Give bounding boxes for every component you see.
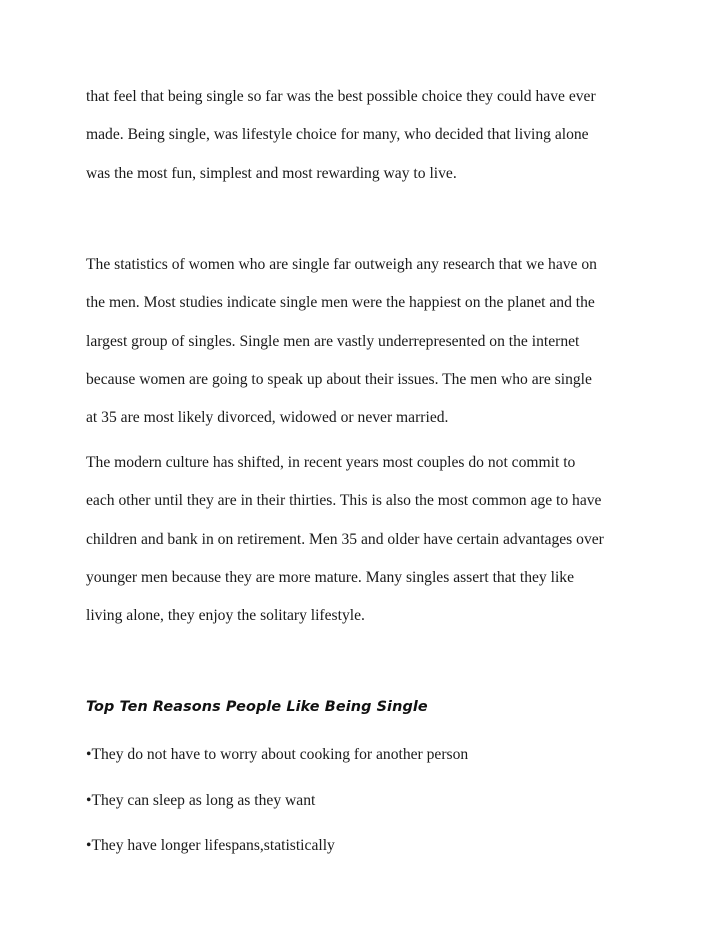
- paragraph-2-line-2: the men. Most studies indicate single men were the happiest on the planet and the: [86, 294, 595, 311]
- section-heading: Top Ten Reasons People Like Being Single: [86, 699, 428, 715]
- paragraph-2-line-1: The statistics of women who are single far outweigh any research that we have on: [86, 256, 597, 273]
- paragraph-3-line-3: children and bank in on retirement. Men 35 and older have certain advantages over: [86, 531, 604, 548]
- paragraph-1-line-2: made. Being single, was lifestyle choice for many, who decided that living alone: [86, 126, 589, 143]
- paragraph-3-line-1: The modern culture has shifted, in recent years most couples do not commit to: [86, 454, 576, 471]
- paragraph-2-line-4: because women are going to speak up about their issues. The men who are single: [86, 371, 592, 388]
- paragraph-1-line-1: that feel that being single so far was the best possible choice they could have ever: [86, 88, 596, 105]
- bullet-item-1: •They do not have to worry about cooking for another person: [86, 746, 469, 763]
- paragraph-1-line-3: was the most fun, simplest and most rewarding way to live.: [86, 165, 457, 182]
- paragraph-3-line-2: each other until they are in their thirties. This is also the most common age to have: [86, 492, 602, 509]
- bullet-item-3: •They have longer lifespans,statistically: [86, 837, 335, 854]
- bullet-item-2: •They can sleep as long as they want: [86, 792, 316, 809]
- paragraph-2-line-3: largest group of singles. Single men are vastly underrepresented on the internet: [86, 333, 580, 350]
- paragraph-3-line-4: younger men because they are more mature. Many singles assert that they like: [86, 569, 575, 586]
- paragraph-3-line-5: living alone, they enjoy the solitary lifestyle.: [86, 607, 365, 624]
- paragraph-2-line-5: at 35 are most likely divorced, widowed or never married.: [86, 409, 449, 426]
